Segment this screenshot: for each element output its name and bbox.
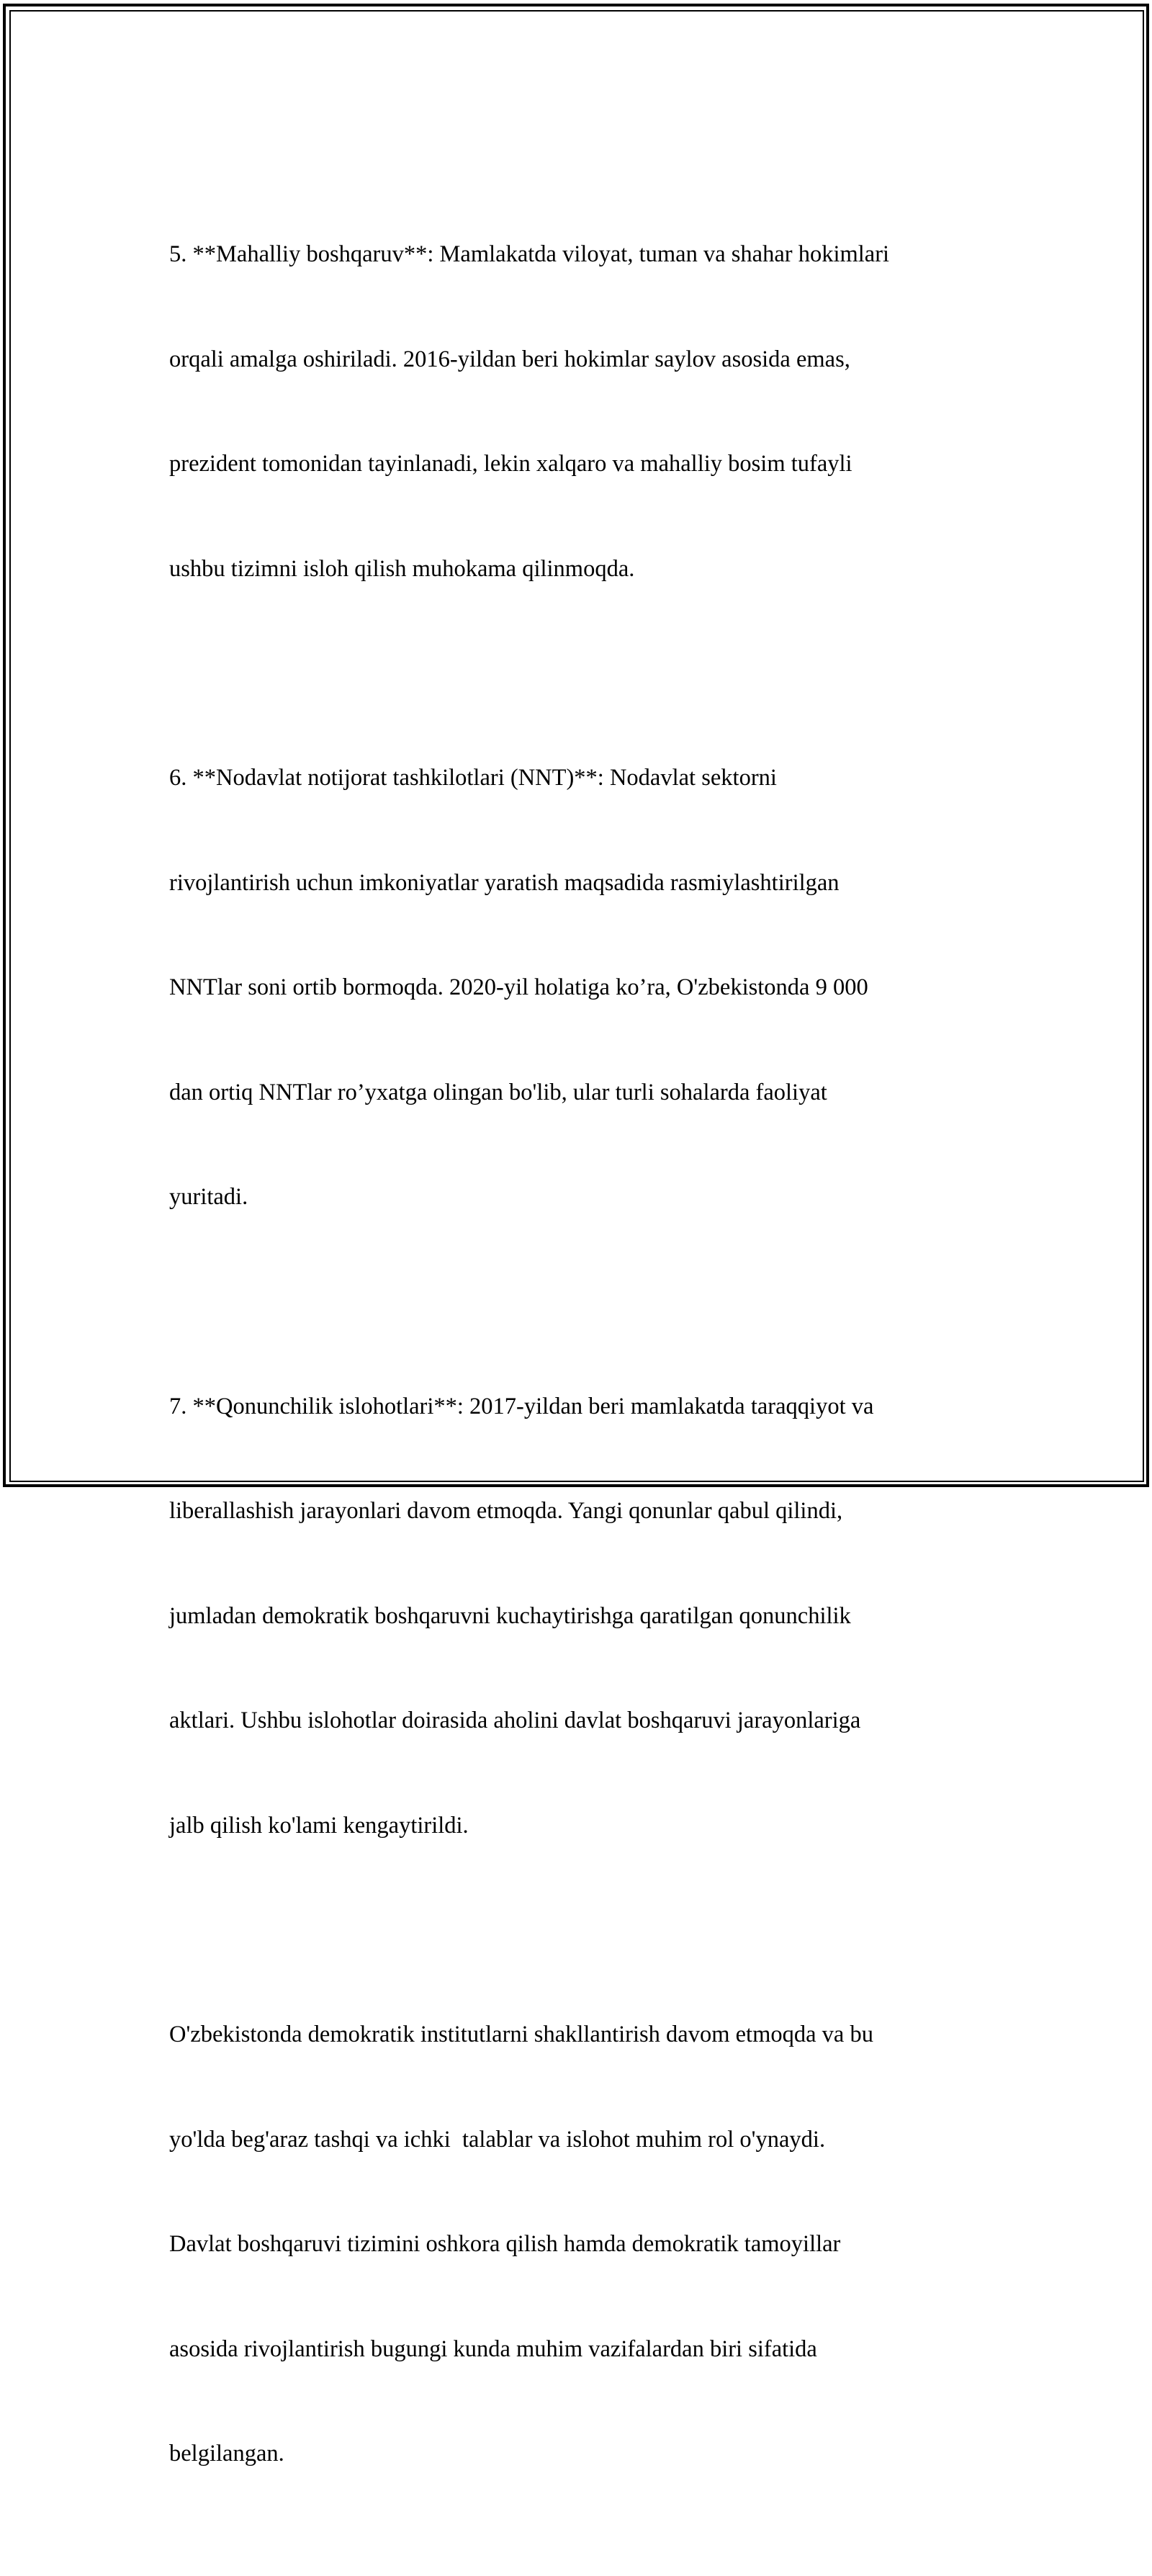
text-line: jumladan demokratik boshqaruvni kuchaytirishga qaratilgan qonunchilik xyxy=(169,1602,851,1629)
paragraph-legislative-reforms xyxy=(169,1319,990,1913)
text-line: prezident tomonidan tayinlanadi, lekin xalqaro va mahalliy bosim tufayli xyxy=(169,451,852,477)
text-line: belgilangan. xyxy=(169,2441,284,2467)
paragraph-ngos xyxy=(169,691,990,1285)
text-line: jalb qilish ko'lami kengaytirildi. xyxy=(169,1812,469,1839)
text-line: 6. **Nodavlat notijorat tashkilotlari (NNT)**: Nodavlat sektorni xyxy=(169,765,777,791)
text-line: Davlat boshqaruvi tizimini oshkora qilish hamda demokratik tamoyillar xyxy=(169,2231,841,2257)
text-line: yuritadi. xyxy=(169,1184,248,1210)
text-line: 7. **Qonunchilik islohotlari**: 2017-yildan beri mamlakatda taraqqiyot va xyxy=(169,1393,874,1419)
document-body xyxy=(169,167,990,2576)
text-line: yo'lda beg'araz tashqi va ichki talablar va islohot muhim rol o'ynaydi. xyxy=(169,2126,826,2153)
text-line: ushbu tizimni isloh qilish muhokama qilinmoqda. xyxy=(169,555,635,582)
text-line: dan ortiq NNTlar ro’yxatga olingan bo'lib, ular turli sohalarda faoliyat xyxy=(169,1079,827,1105)
text-line: O'zbekistonda demokratik institutlarni shakllantirish davom etmoqda va bu xyxy=(169,2021,873,2047)
text-line: rivojlantirish uchun imkoniyatlar yaratish maqsadida rasmiylashtirilgan xyxy=(169,869,840,896)
text-line: 5. **Mahalliy boshqaruv**: Mamlakatda viloyat, tuman va shahar hokimlari xyxy=(169,241,890,267)
text-line: NNTlar soni ortib bormoqda. 2020-yil holatiga ko’ra, O'zbekistonda 9 000 xyxy=(169,974,868,1000)
paragraph-conclusion xyxy=(169,1947,990,2541)
paragraph-local-governance xyxy=(169,167,990,656)
text-line: liberallashish jarayonlari davom etmoqda. Yangi qonunlar qabul qilindi, xyxy=(169,1498,843,1524)
text-line: asosida rivojlantirish bugungi kunda muhim vazifalardan biri sifatida xyxy=(169,2335,817,2362)
text-line: aktlari. Ushbu islohotlar doirasida aholini davlat boshqaruvi jarayonlariga xyxy=(169,1707,861,1733)
text-line: orqali amalga oshiriladi. 2016-yildan beri hokimlar saylov asosida emas, xyxy=(169,346,850,372)
